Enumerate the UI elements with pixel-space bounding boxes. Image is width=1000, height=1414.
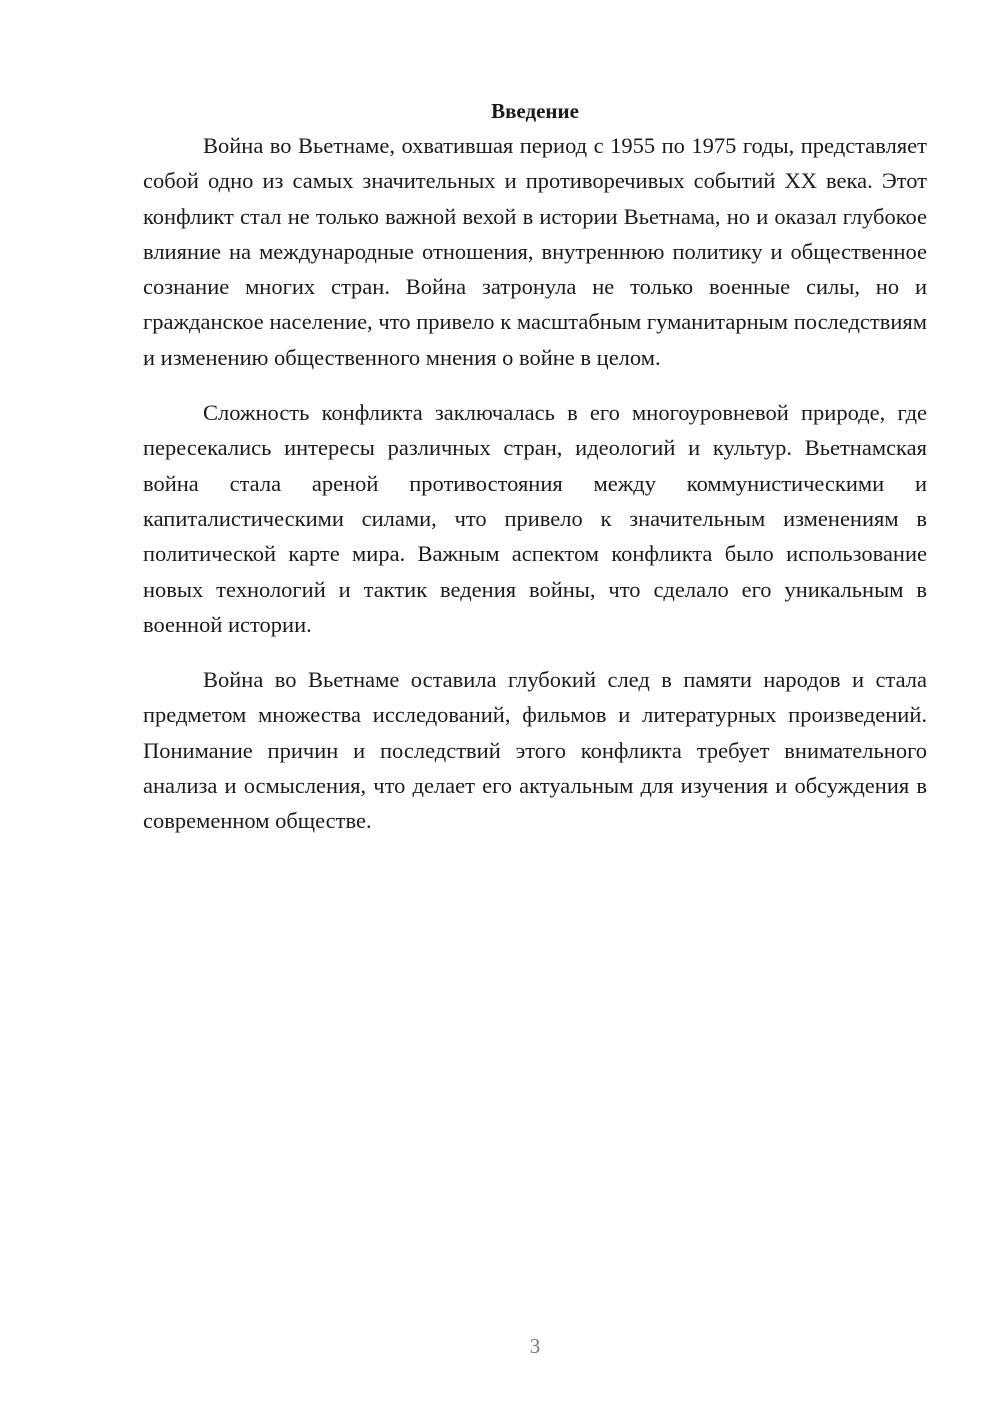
paragraph-2: Сложность конфликта заключалась в его многоуровневой природе, где пересекались интересы различных стран, идеологий и культур. Вьетнамская война стала ареной противостояния между коммунистическими и капиталистическими силами, что привело к значительным изменениям в политической карте мира. Важным аспектом конфликта было использование новых технологий и тактик ведения войны, что сделало его уникальным в военной истории. — [143, 400, 927, 637]
page-number: 3 — [529, 1334, 541, 1358]
paragraph-3: Война во Вьетнаме оставила глубокий след в памяти народов и стала предметом множества исследований, фильмов и литературных произведений. Понимание причин и последствий этого конфликта требует внимательного анализа и осмысления, что делает его актуальным для изучения и обсуждения в современном обществе. — [143, 667, 927, 834]
section-heading: Введение — [491, 99, 579, 123]
page-content — [143, 96, 927, 859]
paragraph-1: Война во Вьетнаме, охватившая период с 1955 по 1975 годы, представляет собой одно из самых значительных и противоречивых событий XX века. Этот конфликт стал не только важной вехой в истории Вьетнама, но и оказал глубокое влияние на международные отношения, внутреннюю политику и общественное сознание многих стран. Война затронула не только военные силы, но и гражданское население, что привело к масштабным гуманитарным последствиям и изменению общественного мнения о войне в целом. — [143, 133, 927, 370]
